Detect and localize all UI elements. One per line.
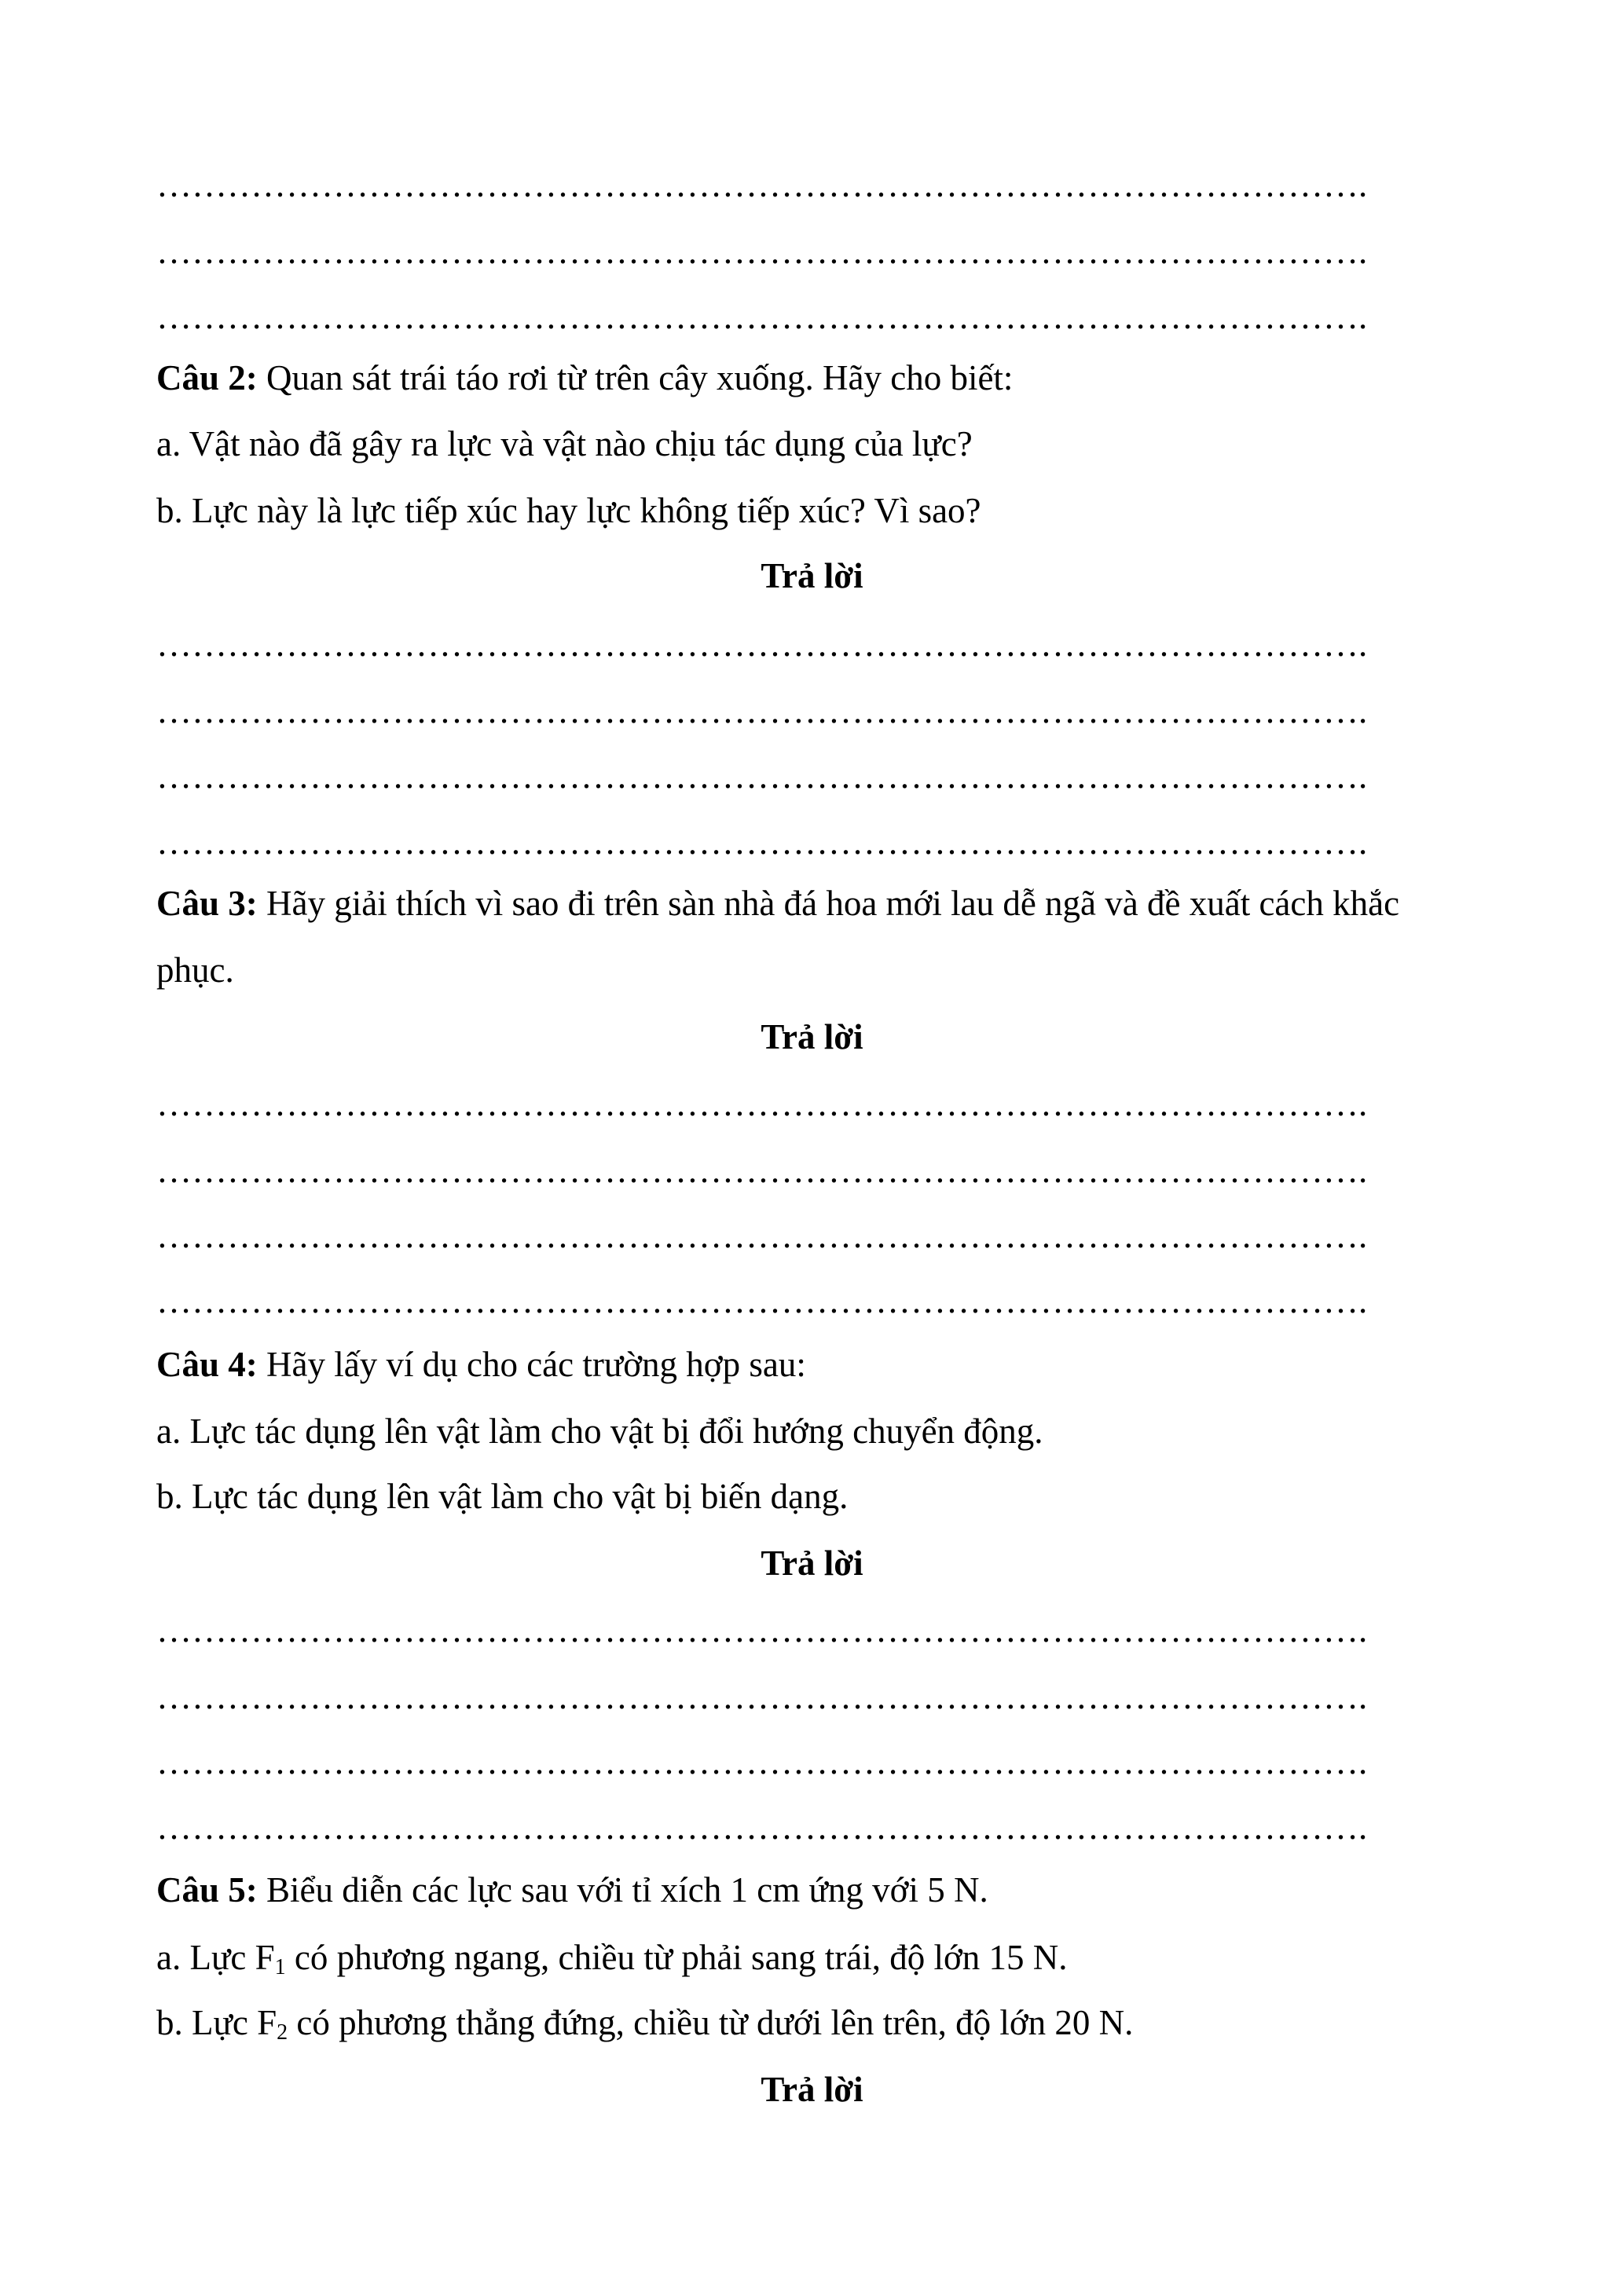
question-4-label: Câu 4: [156, 1345, 258, 1384]
question-5 [156, 1866, 1476, 1913]
question-4-part-b: b. Lực tác dụng lên vật làm cho vật bị biến dạng. [156, 1477, 849, 1516]
question-4 [156, 1341, 1476, 1388]
answer-line: …………………………………………………………………………………………. [156, 1610, 1368, 1650]
question-5-text: Biểu diễn các lực sau với tỉ xích 1 cm ứng với 5 N. [257, 1870, 988, 1910]
answer-line: …………………………………………………………………………………………. [156, 1742, 1368, 1782]
answer-line: …………………………………………………………………………………………. [156, 624, 1368, 664]
answer-line: …………………………………………………………………………………………. [156, 297, 1368, 336]
answer-line: …………………………………………………………………………………………. [156, 1807, 1368, 1847]
question-4-part-a: a. Lực tác dụng lên vật làm cho vật bị đổi hướng chuyển động. [156, 1412, 1043, 1451]
question-3 [156, 880, 1476, 927]
answer-line: …………………………………………………………………………………………. [156, 1084, 1368, 1123]
question-5-part-b-text: có phương thẳng đứng, chiều từ dưới lên trên, độ lớn 20 N. [288, 2003, 1134, 2042]
question-2-label: Câu 2: [156, 358, 258, 397]
answer-line: …………………………………………………………………………………………. [156, 691, 1368, 731]
answer-line: …………………………………………………………………………………………. [156, 822, 1368, 862]
question-5-part-a [156, 1934, 1476, 1981]
answer-line: …………………………………………………………………………………………. [156, 1216, 1368, 1255]
question-5-part-a-text: có phương ngang, chiều từ phải sang trái, độ lớn 15 N. [285, 1938, 1068, 1977]
answer-heading: Trả lời [761, 1017, 863, 1056]
answer-line: …………………………………………………………………………………………. [156, 1677, 1368, 1716]
question-5-part-b-prefix: b. Lực F [156, 2003, 277, 2042]
question-2-part-b: b. Lực này là lực tiếp xúc hay lực không tiếp xúc? Vì sao? [156, 491, 981, 530]
question-4-text: Hãy lấy ví dụ cho các trường hợp sau: [257, 1345, 806, 1384]
answer-line: …………………………………………………………………………………………. [156, 1281, 1368, 1320]
answer-line: …………………………………………………………………………………………. [156, 756, 1368, 796]
question-2-part-a: a. Vật nào đã gây ra lực và vật nào chịu tác dụng của lực? [156, 424, 973, 463]
answer-heading: Trả lời [761, 2070, 863, 2109]
answer-heading: Trả lời [761, 556, 863, 595]
answer-line: …………………………………………………………………………………………. [156, 232, 1368, 271]
question-5-part-b [156, 1999, 1476, 2046]
answer-heading: Trả lời [761, 1543, 863, 1583]
question-2-text: Quan sát trái táo rơi từ trên cây xuống. Hãy cho biết: [257, 358, 1014, 397]
question-5-label: Câu 5: [156, 1870, 258, 1910]
question-3-label: Câu 3: [156, 884, 258, 923]
question-5-part-a-prefix: a. Lực F [156, 1938, 275, 1977]
answer-line: …………………………………………………………………………………………. [156, 165, 1368, 204]
question-2 [156, 354, 1476, 401]
question-3-text: Hãy giải thích vì sao đi trên sàn nhà đá hoa mới lau dễ ngã và đề xuất cách khắc [257, 884, 1400, 923]
force-subscript-2: 2 [277, 2020, 288, 2045]
answer-line: …………………………………………………………………………………………. [156, 1151, 1368, 1190]
question-3-text-continued: phục. [156, 950, 234, 990]
force-subscript-1: 1 [274, 1955, 286, 1979]
